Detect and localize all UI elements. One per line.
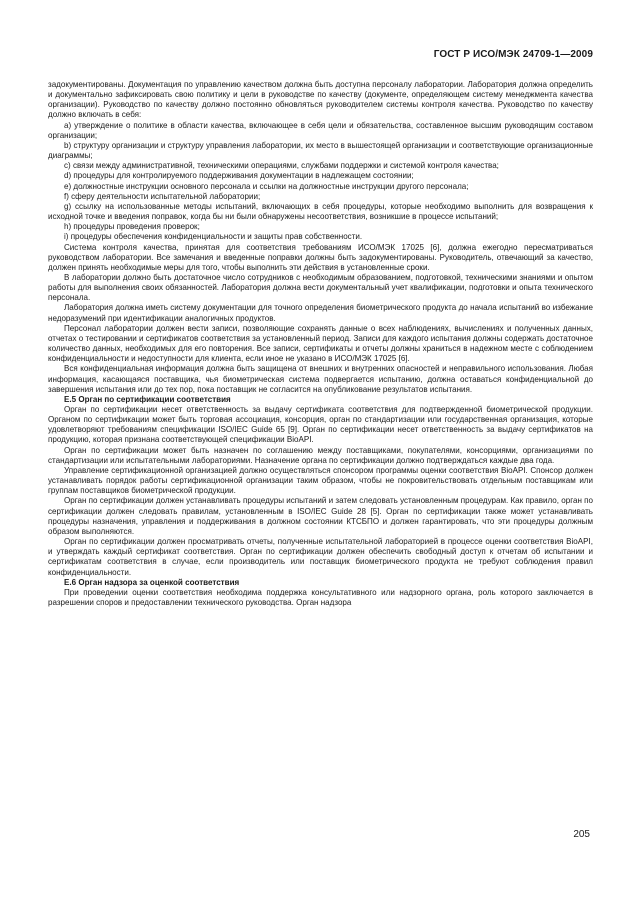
document-header: ГОСТ Р ИСО/МЭК 24709-1—2009	[433, 49, 593, 60]
paragraph: Орган по сертификации может быть назначен по соглашению между поставщиками, покупателями, консорциями, организациями по стандартизации или испытательными лабораториями. Назначение органа по сертификации должно подтверждаться каждые два года.	[48, 445, 593, 465]
list-item: i) процедуры обеспечения конфиденциальности и защиты прав собственности.	[64, 232, 363, 242]
paragraph: В лаборатории должно быть достаточное число сотрудников с необходимым образованием, подготовкой, техническими знаниями и опытом работы для выполнения своих обязанностей. Лаборатория должна вести документальный учет квалификации, подготовки и опыта технического персонала.	[48, 272, 593, 303]
paragraph: Персонал лаборатории должен вести записи, позволяющие сохранять данные о всех наблюдениях, вычислениях и полученных данных, отчетах о тестировании и сертификатов соответствия за установленный период. Записи для каждого испытания должны содержать достаточное количество данных, необходимых для его повторения. Все записи, сертификаты и отчеты должны храниться в надежном месте с соблюдением конфиденциальности и недоступности для клиента, если иное не указано в ИСО/МЭК 17025 [6].	[48, 323, 593, 364]
list-item: b) структуру организации и структуру управления лаборатории, их место в вышестоящей организации и соответствующие организационные диаграммы;	[48, 140, 593, 161]
paragraph: Система контроля качества, принятая для соответствия требованиям ИСО/МЭК 17025 [6], должна ежегодно пересматриваться руководством лаборатории. Все замечания и введенные поправки должны быть задокументированы. Руководитель, отвечающий за качество, должен принять необходимые меры для того, чтобы выполнить эти действия в установленные сроки.	[48, 242, 593, 272]
section-heading: E.6 Орган надзора за оценкой соответствия	[64, 577, 240, 587]
list-item: g) ссылку на использованные методы испытаний, включающих в себя процедуры, которые необходимо выполнить для возвращения к исходной точке и введения поправок, когда бы ни были обнаружены несоответствия, возникшие в процессе испытаний;	[48, 201, 593, 222]
paragraph: Лаборатория должна иметь систему документации для точного определения биометрического продукта до начала испытаний во избежание недоразумений при идентификации аналогичных продуктов.	[48, 303, 593, 323]
paragraph: Орган по сертификации должен просматривать отчеты, полученные испытательной лабораторией в процессе оценки соответствия BioAPI, и утверждать каждый сертификат соответствия. Орган по сертификации должен обеспечить свободный доступ к отчетам об испытании и сертификатам соответствия в случае, если производитель или поставщик биометрического продукта не требуют соблюдения правил конфиденциальности.	[48, 537, 593, 577]
list-item: e) должностные инструкции основного персонала и ссылки на должностные инструкции другого персонала;	[64, 181, 469, 191]
section-heading: E.5 Орган по сертификации соответствия	[64, 394, 231, 404]
list-item: c) связи между административной, техническими операциями, службами поддержки и системой контроля качества;	[64, 161, 499, 171]
page-number: 205	[573, 829, 590, 840]
document-body	[48, 80, 593, 608]
paragraph: Управление сертификационной организацией должно осуществляться спонсором программы оценки соответствия BioAPI. Спонсор должен устанавливать порядок работы сертификационной организации таким образом, чтобы не покровительствовать отдельным поставщикам или группам поставщиков биометрической продукции.	[48, 465, 593, 496]
paragraph: При проведении оценки соответствия необходима поддержка консультативного или надзорного органа, роль которого заключается в разрешении споров и предоставлении технического руководства. Орган надзора	[48, 587, 593, 607]
list-item: d) процедуры для контролируемого поддерживания документации в надлежащем состоянии;	[64, 171, 414, 181]
list-item: h) процедуры проведения проверок;	[64, 222, 200, 232]
list-item: f) сферу деятельности испытательной лаборатории;	[64, 191, 261, 201]
paragraph: Орган по сертификации несет ответственность за выдачу сертификата соответствия для подтвержденной биометрической продукции. Органом по сертификации может быть торговая ассоциация, консорция, орган по стандартизации или государственная организация, которые удовлетворяют требованиям спецификации ISO/IEC Guide 65 [9]. Орган по сертификации несет ответственность за выдачу сертификатов на продукцию, которая признана соответствующей спецификации BioAPI.	[48, 405, 593, 445]
paragraph: Вся конфиденциальная информация должна быть защищена от внешних и внутренних опасностей и неправильного использования. Любая информация, касающаяся поставщика, чья биометрическая система подвергается испытанию, должна оставаться конфиденциальной до завершения испытания или до тех пор, пока поставщик не согласится на опубликование результатов испытания.	[48, 364, 593, 394]
list-item: a) утверждение о политике в области качества, включающее в себя цели и обязательства, составленное высшим руководящим составом организации;	[48, 120, 593, 140]
paragraph: задокументированы. Документация по управлению качеством должна быть доступна персоналу лаборатории. Лаборатория должна определить и документально зафиксировать свою политику и цели в руководстве по качеству (документе, определяющем систему менеджмента качества организации). Руководство по качеству должно постоянно обновляться руководителем системы контроля качества. Руководство по качеству должно включать в себя:	[48, 80, 593, 120]
paragraph: Орган по сертификации должен устанавливать процедуры испытаний и затем следовать установленным процедурам. Как правило, орган по сертификации должен следовать правилам, установленным в ISO/IEC Guide 28 [5]. Орган по сертификации также может устанавливать процедуры назначения, управления и поддерживания в должном состоянии КТСБПО и должен гарантировать, что эти процедуры должным образом выполняются.	[48, 496, 593, 536]
